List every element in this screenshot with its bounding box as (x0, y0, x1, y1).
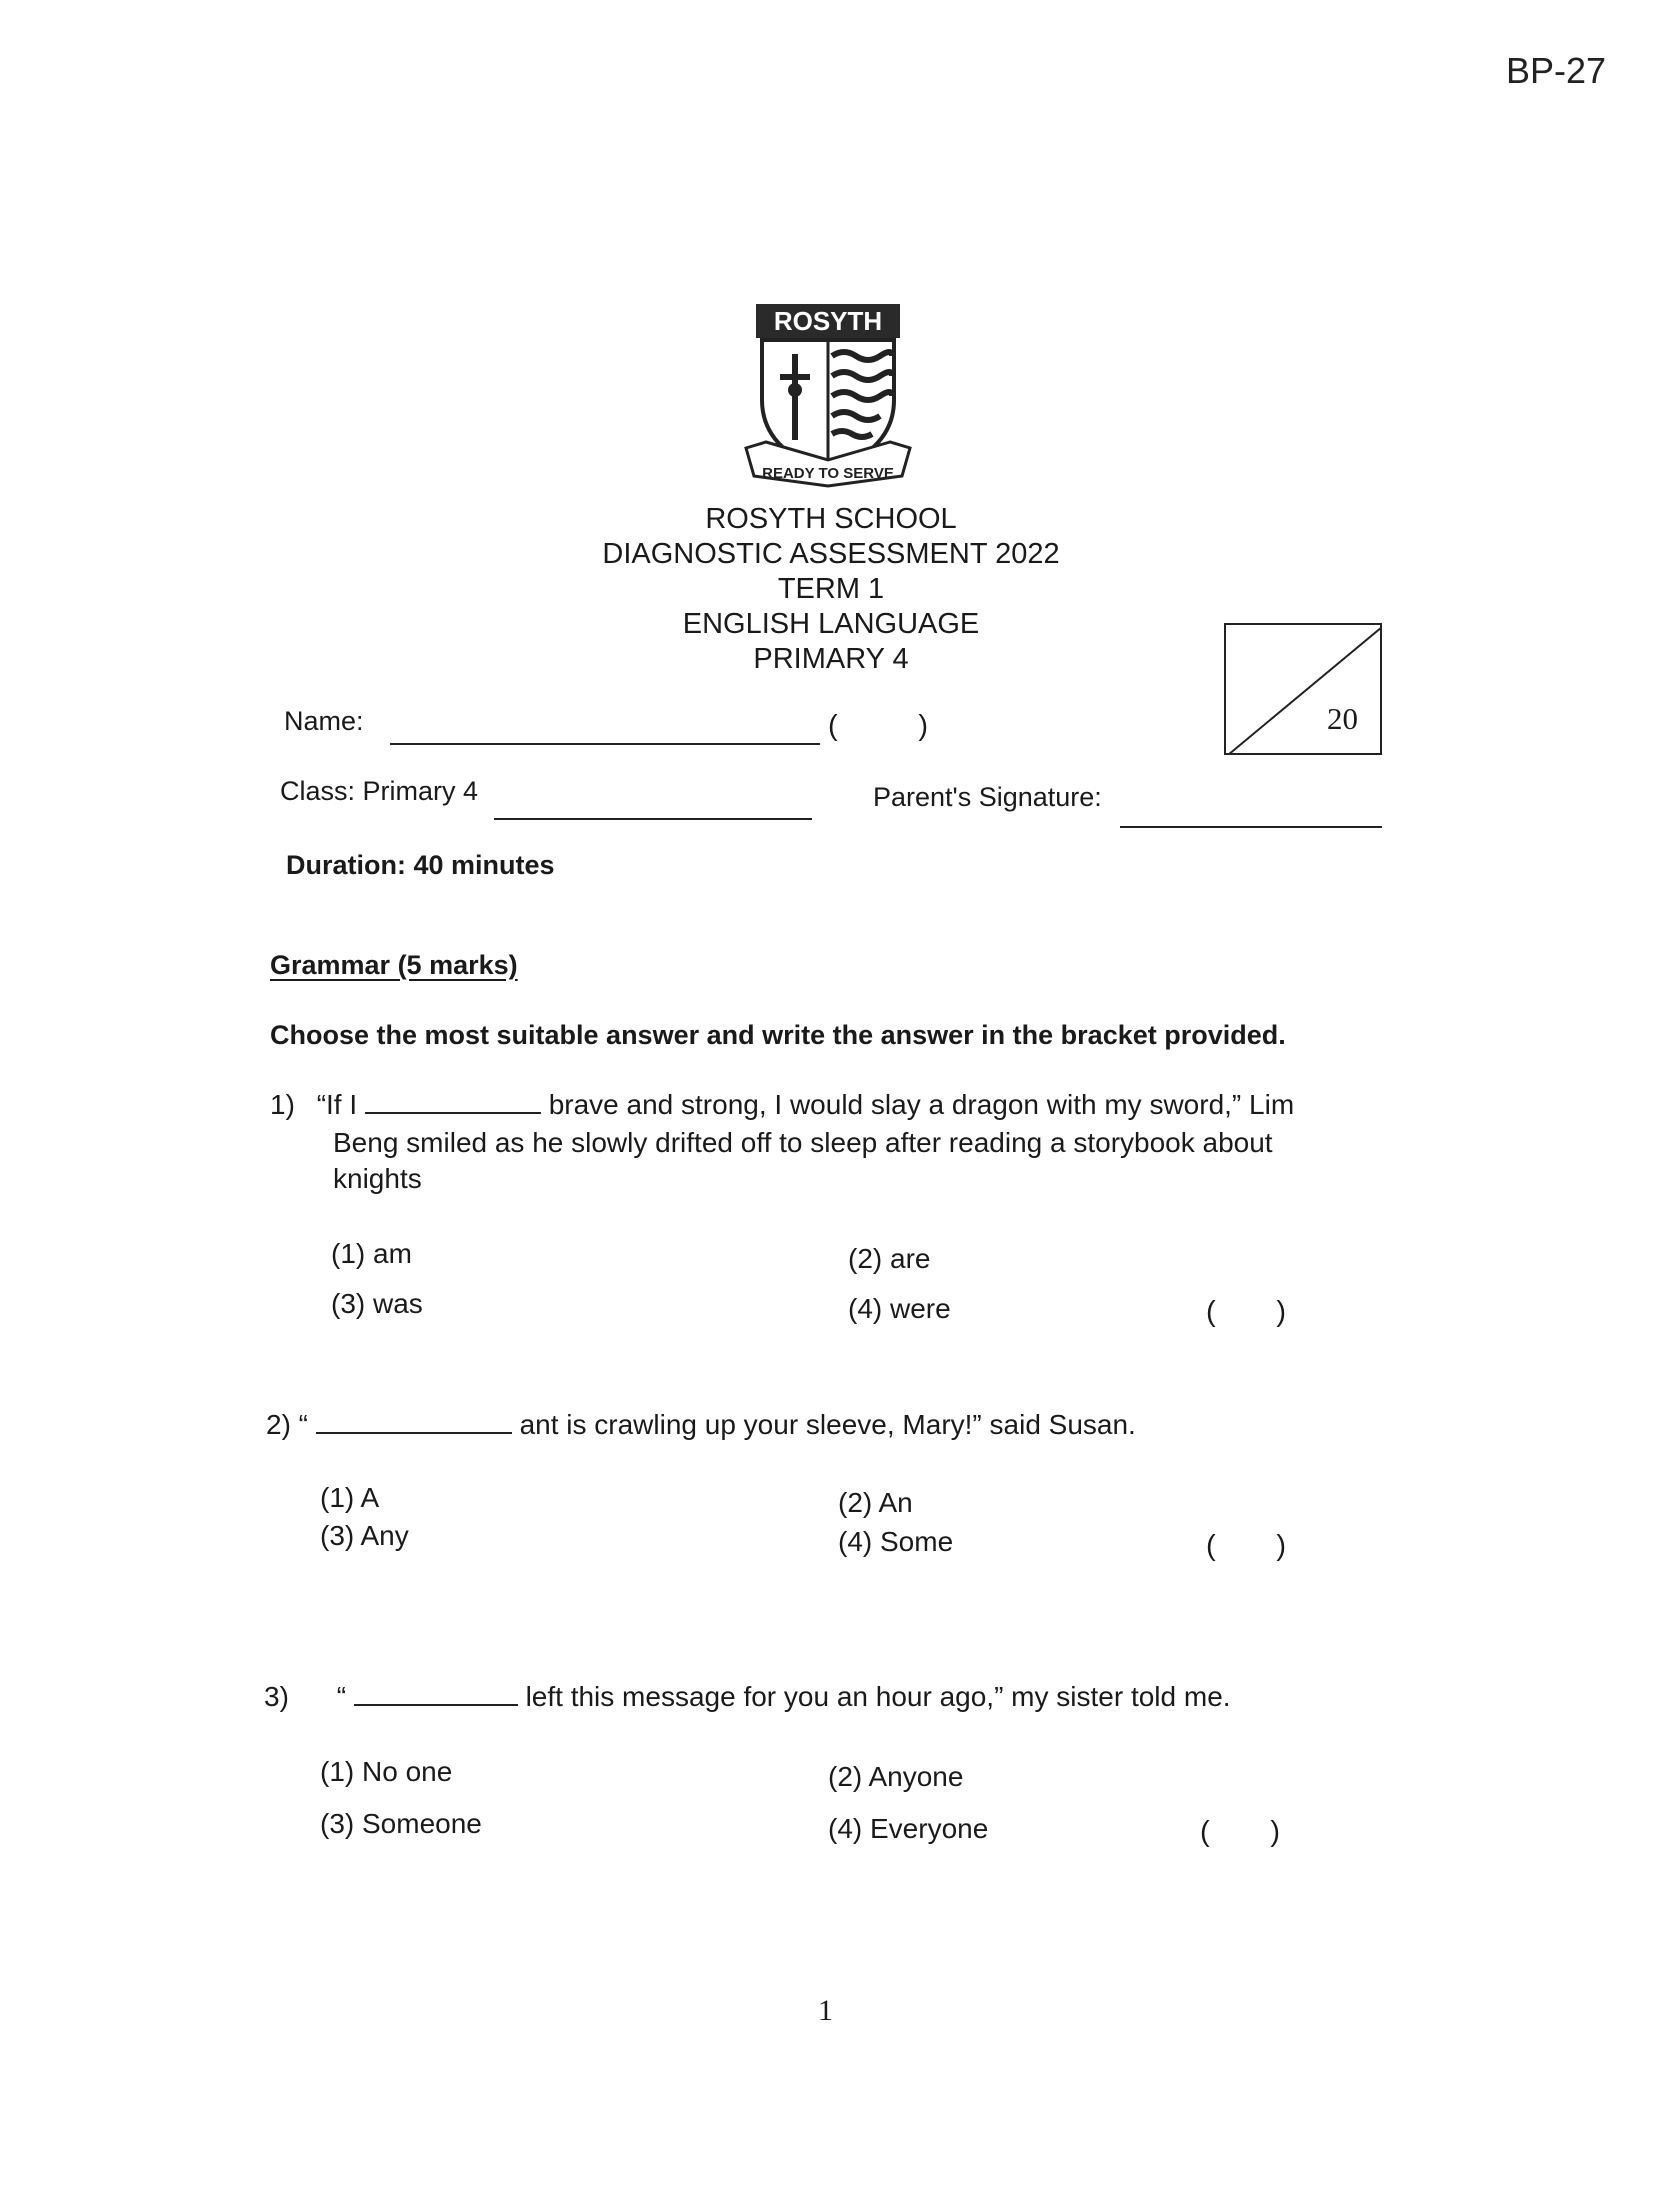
q2-answer-bracket[interactable]: ( ) (1206, 1530, 1286, 1562)
subject: ENGLISH LANGUAGE (682, 608, 980, 640)
q2-option-3[interactable]: (3) Any (320, 1520, 409, 1551)
section-title: Grammar (5 marks) (270, 950, 518, 980)
duration: Duration: 40 minutes (286, 850, 555, 880)
question-stem-end: brave and strong, I would slay a dragon with my sword,” Lim (548, 1089, 1295, 1120)
term: TERM 1 (777, 573, 885, 605)
q3-option-2[interactable]: (2) Anyone (828, 1761, 964, 1792)
q1-option-3[interactable]: (3) was (331, 1288, 423, 1319)
page-number: 1 (818, 1994, 833, 2027)
school-crest-logo (742, 300, 914, 490)
q3-option-3[interactable]: (3) Someone (320, 1808, 482, 1839)
question-number: 3) (264, 1681, 289, 1712)
question-1-line-3: knights (333, 1163, 422, 1194)
name-label: Name: (284, 706, 364, 736)
question-stem-start: “If I (316, 1089, 358, 1120)
section-instruction: Choose the most suitable answer and write the answer in the bracket provided. (270, 1020, 1286, 1050)
name-field[interactable] (390, 743, 820, 745)
q1-option-1[interactable]: (1) am (331, 1238, 412, 1269)
q2-option-2[interactable]: (2) An (838, 1487, 913, 1518)
svg-text:ROSYTH: ROSYTH (773, 306, 883, 336)
answer-blank (316, 1412, 512, 1434)
question-stem-start: “ (336, 1681, 347, 1712)
register-number-bracket[interactable]: ( ) (828, 710, 928, 742)
question-number: 1) (270, 1089, 295, 1120)
assessment-title: DIAGNOSTIC ASSESSMENT 2022 (602, 538, 1060, 570)
q1-option-2[interactable]: (2) are (848, 1243, 931, 1274)
class-field[interactable] (494, 818, 812, 820)
class-label: Class: Primary 4 (280, 776, 479, 806)
answer-blank (365, 1092, 541, 1114)
parent-signature-label: Parent's Signature: (873, 782, 1102, 812)
question-1 (270, 1086, 1294, 1123)
score-box-diagonal (1226, 625, 1382, 755)
q2-option-1[interactable]: (1) A (320, 1482, 380, 1513)
answer-blank (354, 1684, 518, 1706)
exam-header (0, 502, 1654, 677)
question-3 (264, 1678, 1231, 1715)
score-total: 20 (1327, 701, 1358, 736)
level: PRIMARY 4 (753, 643, 909, 675)
question-1-line-2: Beng smiled as he slowly drifted off to sleep after reading a storybook about (333, 1127, 1273, 1158)
svg-text:READY TO SERVE: READY TO SERVE (762, 465, 894, 482)
question-stem-end: ant is crawling up your sleeve, Mary!” said Susan. (519, 1409, 1136, 1440)
q3-answer-bracket[interactable]: ( ) (1200, 1816, 1280, 1848)
question-number: 2) “ (266, 1409, 308, 1440)
question-2 (266, 1406, 1136, 1443)
parent-signature-field[interactable] (1120, 826, 1382, 828)
q3-option-1[interactable]: (1) No one (320, 1756, 453, 1787)
q2-option-4[interactable]: (4) Some (838, 1526, 954, 1557)
question-stem-end: left this message for you an hour ago,” my sister told me. (525, 1681, 1231, 1712)
school-name: ROSYTH SCHOOL (705, 503, 957, 535)
q3-option-4[interactable]: (4) Everyone (828, 1813, 989, 1844)
q1-option-4[interactable]: (4) were (848, 1293, 951, 1324)
score-box[interactable] (1224, 623, 1382, 755)
q1-answer-bracket[interactable]: ( ) (1206, 1296, 1286, 1328)
page-code: BP-27 (1505, 50, 1606, 91)
